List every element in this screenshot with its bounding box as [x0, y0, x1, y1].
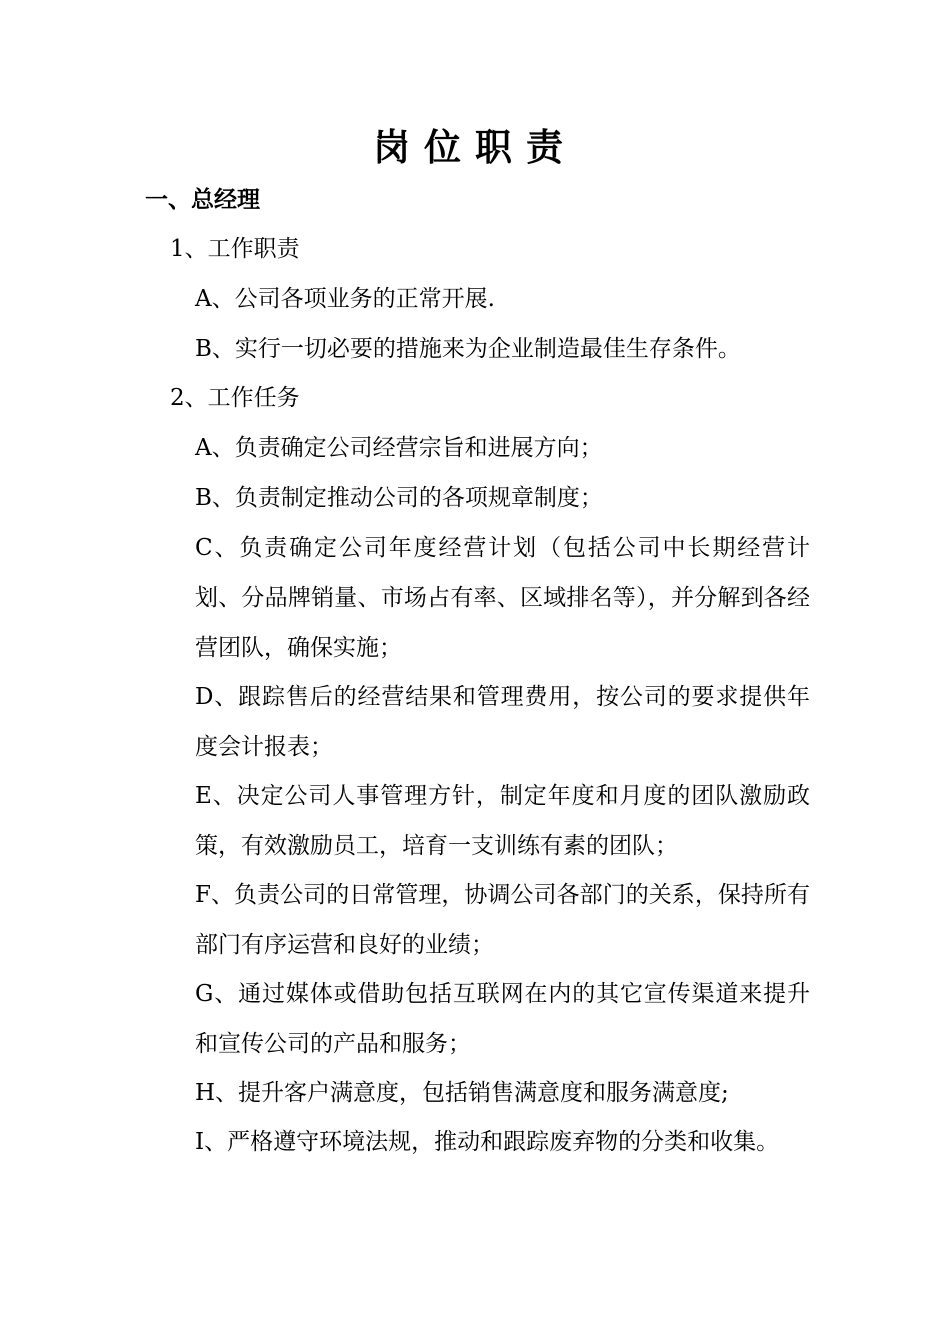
- task-item-g: G、通过媒体或借助包括互联网在内的其它宣传渠道来提升和宣传公司的产品和服务；: [195, 981, 810, 1057]
- sub-heading-tasks: 2、工作任务: [170, 385, 300, 411]
- task-item-i: I、严格遵守环境法规，推动和跟踪废弃物的分类和收集。: [195, 1129, 780, 1155]
- task-item-b: B、负责制定推动公司的各项规章制度；: [195, 485, 603, 511]
- task-item-d: D、跟踪售后的经营结果和管理费用，按公司的要求提供年度会计报表；: [195, 684, 810, 760]
- task-item-e: E、决定公司人事管理方针，制定年度和月度的团队激励政策，有效激励员工，培育一支训练有素的团队；: [195, 783, 810, 859]
- task-item-h: H、提升客户满意度，包括销售满意度和服务满意度;: [195, 1080, 729, 1106]
- sub-heading-responsibilities: 1、工作职责: [170, 236, 300, 262]
- section-heading-general-manager: 一、总经理: [145, 187, 260, 213]
- task-item-a: A、负责确定公司经营宗旨和进展方向；: [195, 435, 603, 461]
- task-item-c: C、负责确定公司年度经营计划（包括公司中长期经营计划、分品牌销量、市场占有率、区域排名等），并分解到各经营团队，确保实施；: [195, 535, 810, 661]
- responsibility-item-a: A、公司各项业务的正常开展.: [195, 286, 495, 312]
- task-item-f: F、负责公司的日常管理，协调公司各部门的关系，保持所有部门有序运营和良好的业绩；: [195, 882, 810, 958]
- document-title: 岗位职责: [373, 126, 577, 169]
- responsibility-item-b: B、实行一切必要的措施来为企业制造最佳生存条件。: [195, 336, 741, 362]
